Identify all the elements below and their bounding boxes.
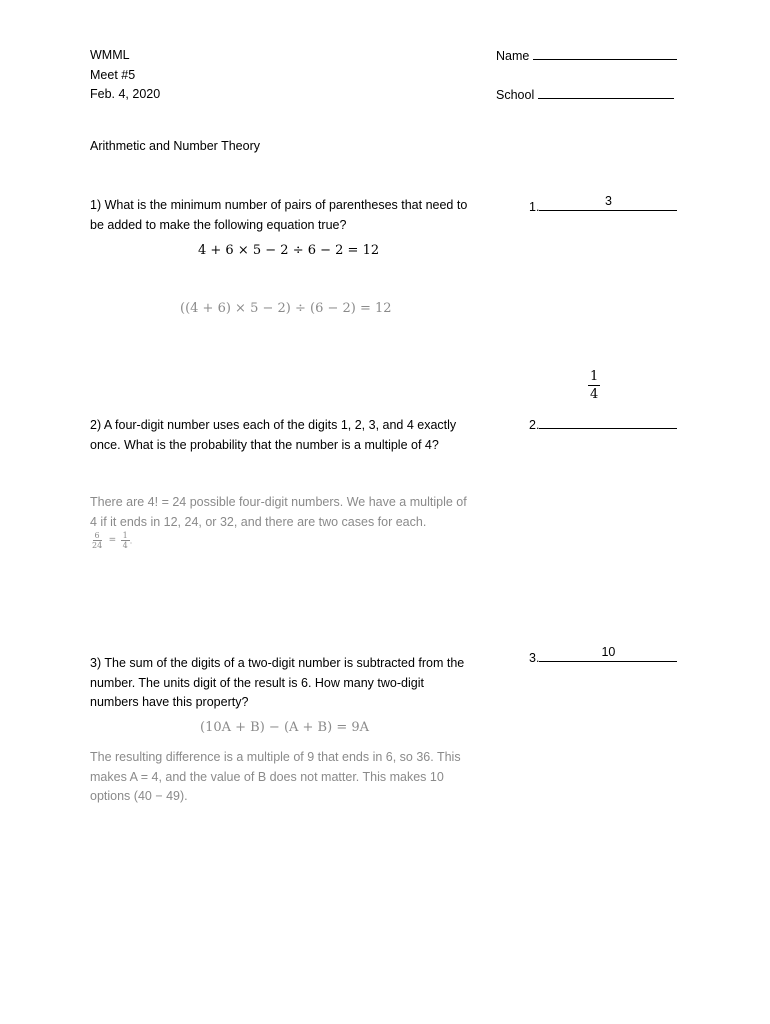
sol-2-equals: = (108, 535, 117, 546)
sol-2-den-1: 24 (92, 541, 103, 550)
school-label: School (496, 87, 535, 102)
name-label: Name (496, 49, 530, 63)
student-fields (496, 46, 677, 123)
problem-3-text: 3) The sum of the digits of a two-digit number is subtracted from the number. The units digit of the result is 6. How many two-digit numbers have this property? (90, 656, 465, 709)
answer-2-denominator: 4 (590, 387, 599, 402)
answer-3-value: 10 (601, 645, 616, 659)
name-blank[interactable] (533, 46, 677, 60)
problem-2-solution: There are 4! = 24 possible four-digit numbers. We have a multiple of 4 if it ends in 12, 24, or 32, and there are two cases for each. (90, 495, 467, 529)
sol-2-period: . (129, 535, 133, 546)
sol-2-num-1: 6 (94, 531, 100, 540)
answer-3-label: 3. (529, 651, 540, 665)
answer-1-label: 1. (529, 200, 540, 214)
answer-2[interactable] (529, 415, 677, 432)
answer-2-blank[interactable] (539, 415, 677, 429)
org-name: WMML (90, 48, 130, 62)
answer-1-value: 3 (604, 194, 612, 208)
meet-number: Meet #5 (90, 67, 136, 82)
problem-2-text: 2) A four-digit number uses each of the digits 1, 2, 3, and 4 exactly once. What is the probability that the number is a multiple of 4? (90, 418, 457, 452)
school-blank[interactable] (538, 85, 674, 99)
school-field[interactable] (496, 85, 677, 124)
sol-2-num-2: 1 (122, 531, 128, 540)
answer-2-numerator: 1 (590, 369, 599, 384)
answer-2-fraction (588, 368, 600, 403)
problem-3-solution: The resulting difference is a multiple of 9 that ends in 6, so 36. This makes A = 4, and the value of B does not matter. This makes 10 options (40 − 49). (90, 750, 461, 803)
header-info (90, 46, 160, 105)
problem-2-solution-fraction (90, 531, 132, 550)
answer-1-blank[interactable] (539, 194, 677, 211)
problem-1-text: 1) What is the minimum number of pairs of parentheses that need to be added to make the following equation true? (90, 198, 468, 232)
answer-1[interactable] (529, 194, 677, 214)
sol-2-den-2: 4 (122, 541, 128, 550)
meet-date: Feb. 4, 2020 (90, 87, 161, 101)
problem-1-solution: ((4 + 6) × 5 − 2) ÷ (6 − 2) = 12 (180, 301, 392, 316)
problem-1-equation: 4 + 6 × 5 − 2 ÷ 6 − 2 = 12 (198, 243, 380, 258)
problem-3-equation: (10A + B) − (A + B) = 9A (200, 720, 369, 735)
answer-3[interactable] (529, 645, 677, 665)
section-title: Arithmetic and Number Theory (90, 139, 260, 153)
name-field[interactable] (496, 46, 677, 85)
answer-3-blank[interactable] (539, 645, 677, 662)
answer-2-label: 2. (529, 418, 540, 432)
